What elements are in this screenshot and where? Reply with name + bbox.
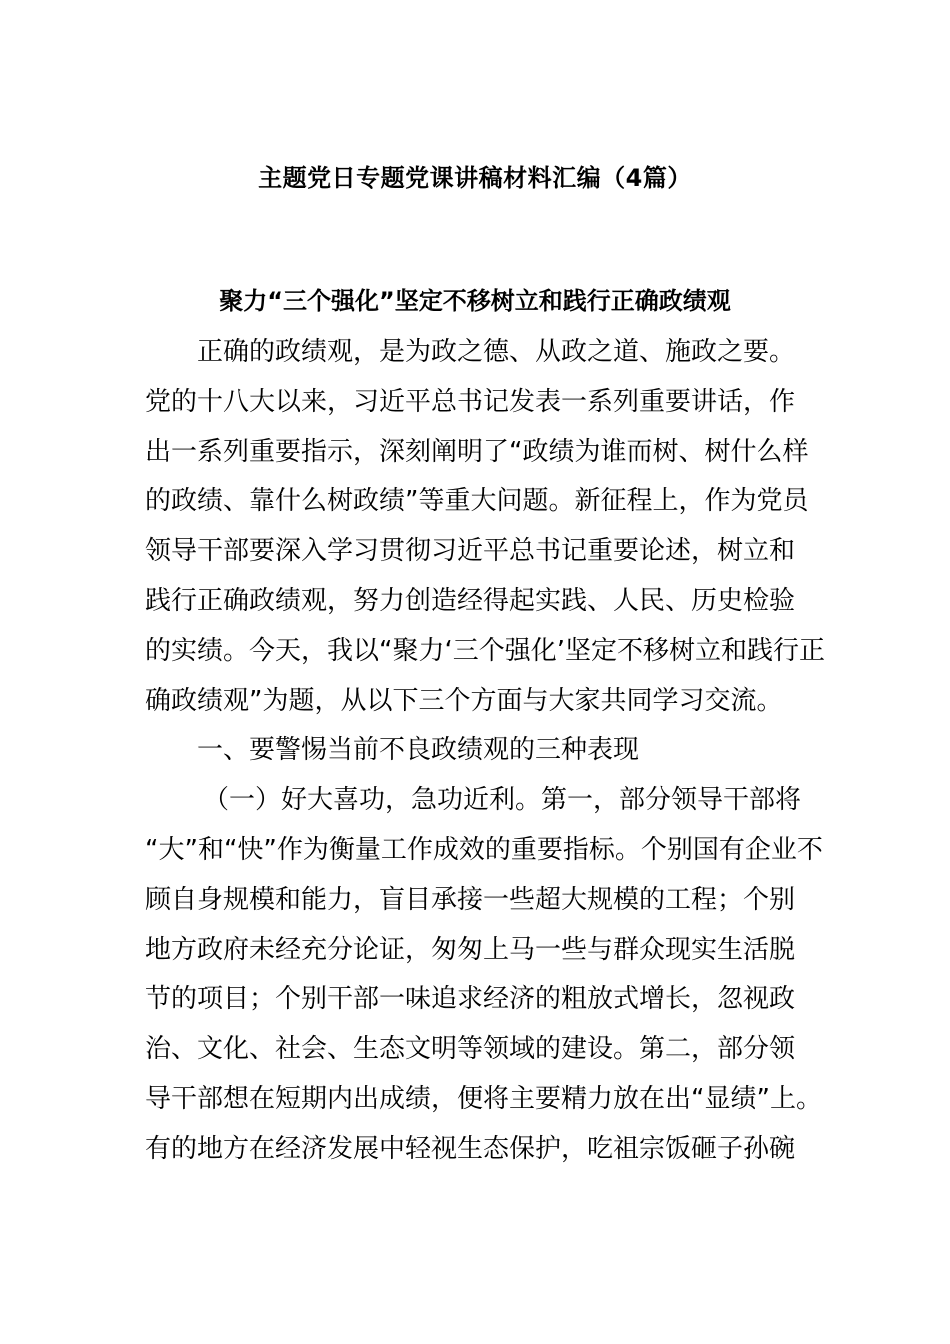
paragraph-line: 导干部想在短期内出成绩，便将主要精力放在出“显绩”上。 [145, 1083, 822, 1114]
paragraph-line: “大”和“快”作为衡量工作成效的重要指标。个别国有企业不 [145, 834, 823, 865]
article-title: 聚力“三个强化”坚定不移树立和践行正确政绩观 [219, 287, 731, 315]
paragraph-line: 正确的政绩观，是为政之德、从政之道、施政之要。 [197, 337, 796, 367]
paragraph-line: 地方政府未经充分论证，匆匆上马一些与群众现实生活脱 [145, 934, 796, 965]
paragraph-line: 践行正确政绩观，努力创造经得起实践、人民、历史检验 [145, 585, 796, 616]
paragraph-line: 党的十八大以来，习近平总书记发表一系列重要讲话，作 [145, 386, 796, 417]
paragraph-line: 确政绩观”为题，从以下三个方面与大家共同学习交流。 [145, 685, 783, 716]
paragraph-line: 领导干部要深入学习贯彻习近平总书记重要论述，树立和 [145, 536, 796, 567]
paragraph-line: 有的地方在经济发展中轻视生态保护，吃祖宗饭砸子孙碗 [145, 1133, 796, 1164]
paragraph-line: （一）好大喜功，急功近利。第一，部分领导干部将 [203, 785, 802, 816]
paragraph-line: 出一系列重要指示，深刻阐明了“政绩为谁而树、树什么样 [145, 436, 809, 467]
paragraph-line: 节的项目；个别干部一味追求经济的粗放式增长，忽视政 [145, 984, 796, 1015]
section-heading: 一、要警惕当前不良政绩观的三种表现 [197, 735, 640, 766]
article-body [145, 328, 825, 1175]
paragraph-line: 治、文化、社会、生态文明等领域的建设。第二，部分领 [145, 1034, 796, 1065]
paragraph-line: 顾自身规模和能力，盲目承接一些超大规模的工程；个别 [145, 884, 796, 915]
paragraph-line: 的政绩、靠什么树政绩”等重大问题。新征程上，作为党员 [145, 486, 809, 517]
paragraph-line: 的实绩。今天，我以“聚力‘三个强化’坚定不移树立和践行正 [145, 635, 825, 666]
document-title: 主题党日专题党课讲稿材料汇编（4篇） [258, 164, 692, 192]
